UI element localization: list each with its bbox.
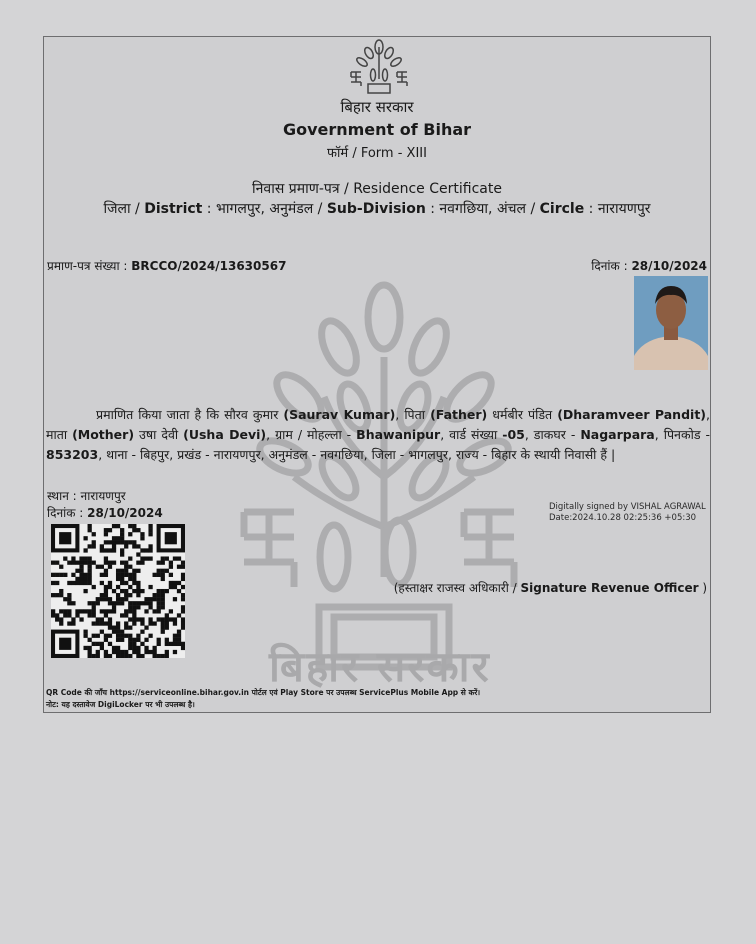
certificate-title: निवास प्रमाण-पत्र / Residence Certificate — [252, 181, 502, 197]
certificate-number: प्रमाण-पत्र संख्या : BRCCO/2024/13630567 — [47, 259, 287, 273]
govt-name-english: Government of Bihar — [282, 120, 472, 139]
digital-signature-date: Date:2024.10.28 02:25:36 +05:30 — [549, 513, 697, 523]
govt-name-hindi: बिहार सरकार — [340, 98, 414, 116]
qr-code — [51, 524, 185, 658]
digilocker-note: नोट: यह दस्तावेज DigiLocker पर भी उपलब्ध है। — [46, 700, 195, 709]
digital-signature — [549, 502, 706, 524]
qr-verification-note: QR Code की जाँच https://serviceonline.bihar.gov.in पोर्टल एवं Play Store पर उपलब्ध ServicePlus Mobile App से करें। — [46, 688, 481, 697]
issue-date: दिनांक : 28/10/2024 — [47, 506, 163, 520]
certification-statement: प्रमाणित किया जाता है कि सौरव कुमार (Saurav Kumar), पिता (Father) धर्मबीर पंडित (Dharamveer Pandit), माता (Mother) उषा देवी (Usha Devi), ग्राम / मोहल्ला - Bhawanipur, वार्ड संख्या -05, डाकघर - Nagarpara, पिनकोड - 853203, थाना - बिहपुर, प्रखंड - नारायणपुर, अनुमंडल - नवगछिया, जिला - भागलपुर, राज्य - बिहार के स्थायी निवासी हैं | — [46, 407, 710, 462]
jurisdiction-line: जिला / District : भागलपुर, अनुमंडल / Sub-Division : नवगछिया, अंचल / Circle : नारायणपुर — [103, 201, 651, 217]
form-number: फॉर्म / Form - XIII — [327, 146, 427, 161]
applicant-photo — [634, 276, 708, 370]
certificate-date: दिनांक : 28/10/2024 — [591, 259, 707, 273]
watermark-text: बिहार सरकार — [269, 642, 491, 691]
signature-officer: (हस्ताक्षर राजस्व अधिकारी / Signature Revenue Officer ) — [393, 581, 707, 595]
residence-certificate — [43, 36, 711, 713]
bihar-emblem — [349, 39, 409, 95]
digital-signature-signer: Digitally signed by VISHAL AGRAWAL — [549, 502, 706, 512]
place-of-issue: स्थान : नारायणपुर — [47, 489, 126, 503]
